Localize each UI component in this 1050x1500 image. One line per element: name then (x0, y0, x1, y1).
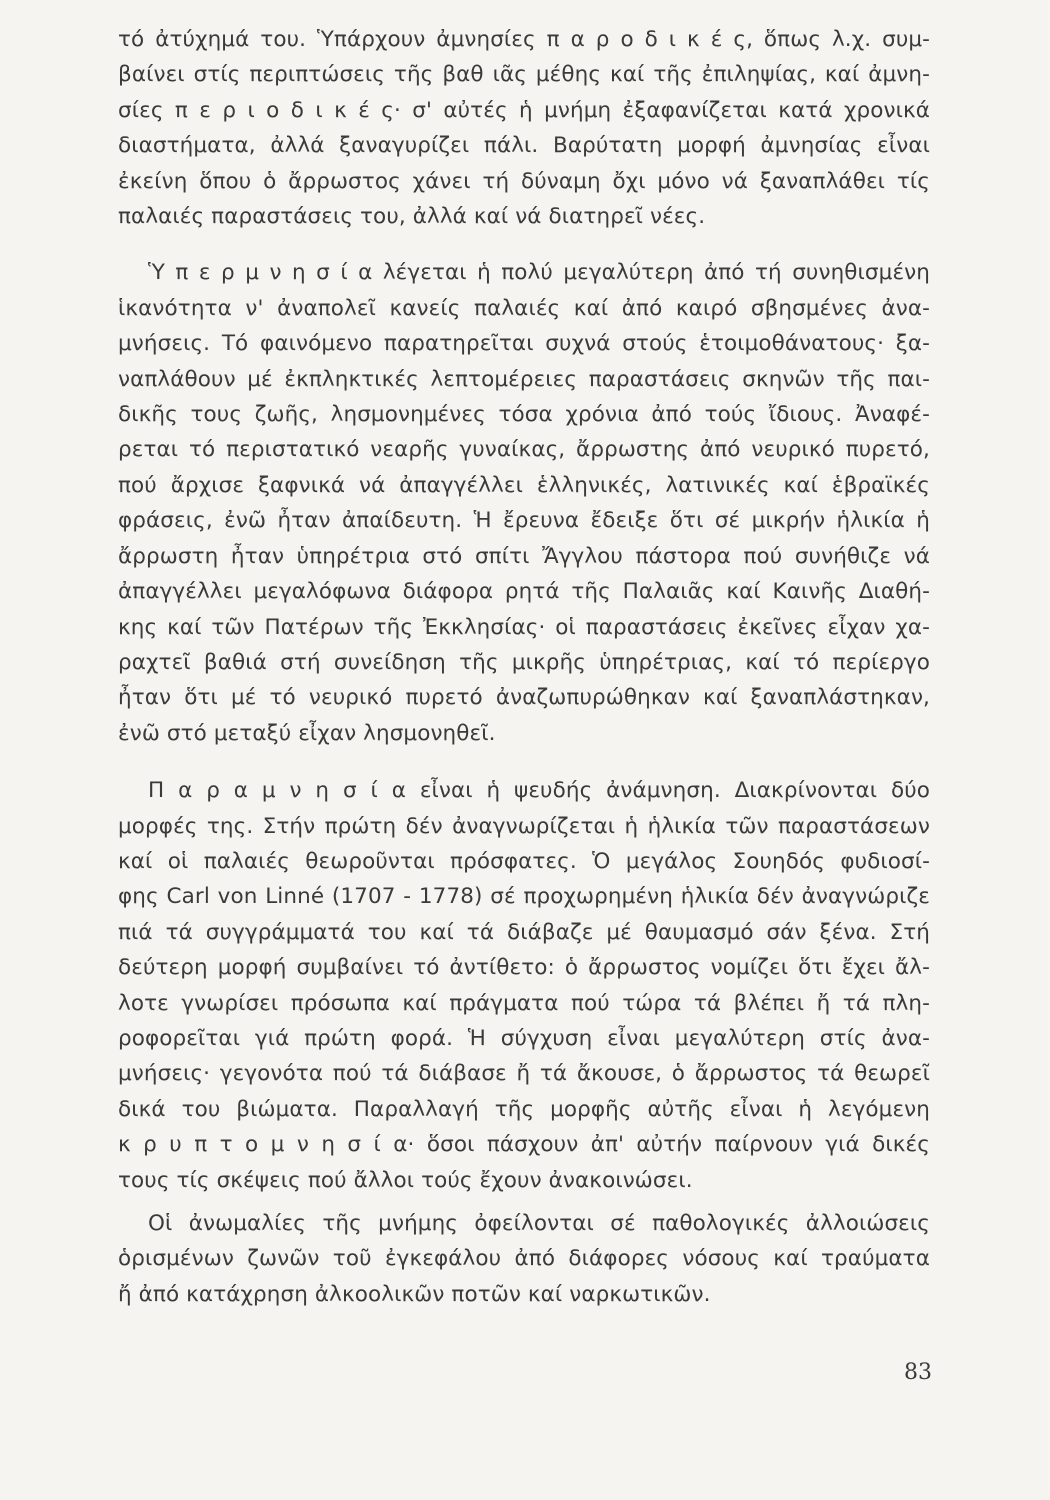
paragraph-amnesia-continued (118, 22, 930, 234)
text-line: πού ἄρχισε ξαφνικά νά ἀπαγγέλλει ἑλληνικές, λατινικές καί ἑβραϊκές (118, 472, 930, 498)
text-line: ἄρρωστη ἦταν ὑπηρέτρια στό σπίτι Ἄγγλου πάστορα πού συνήθιζε νά (118, 543, 930, 569)
text-line: ραχτεῖ βαθιά στή συνείδηση τῆς μικρῆς ὑπηρέτριας, καί τό περίεργο (118, 649, 930, 675)
text-line: μνήσεις. Τό φαινόμενο παρατηρεῖται συχνά στούς ἑτοιμοθάνατους· ξα- (118, 331, 930, 357)
page-number: 83 (904, 1360, 932, 1385)
text-line: μορφές της. Στήν πρώτη δέν ἀναγνωρίζεται ἡ ἡλικία τῶν παραστάσεων (118, 813, 930, 839)
text-line: καί οἱ παλαιές θεωροῦνται πρόσφατες. Ὁ μεγάλος Σουηδός φυδιοσί- (118, 848, 930, 874)
text-line: φράσεις, ἐνῶ ἦταν ἀπαίδευτη. Ἡ ἔρευνα ἔδειξε ὅτι σέ μικρήν ἡλικία ἡ (118, 508, 930, 534)
text-line: ἐνῶ στό μεταξύ εἶχαν λησμονηθεῖ. (118, 720, 496, 746)
text-line: ἐκείνη ὅπου ὁ ἄρρωστος χάνει τή δύναμη ὄχι μόνο νά ξαναπλάθει τίς (118, 168, 930, 194)
text-line: ὁρισμένων ζωνῶν τοῦ ἐγκεφάλου ἀπό διάφορες νόσους καί τραύματα (118, 1246, 930, 1272)
text-line: κ ρ υ π τ ο μ ν η σ ί α· ὅσοι πάσχουν ἀπ' αὐτήν παίρνουν γιά δικές (118, 1132, 930, 1158)
text-line: τους τίς σκέψεις πού ἄλλοι τούς ἔχουν ἀνακοινώσει. (118, 1167, 693, 1193)
text-line: βαίνει στίς περιπτώσεις τῆς βαθ ιᾶς μέθης καί τῆς ἐπιληψίας, καί ἀμνη- (118, 62, 930, 88)
text-line: παλαιές παραστάσεις του, ἀλλά καί νά διατηρεῖ νέες. (118, 204, 706, 230)
text-line: ἤ ἀπό κατάχρηση ἀλκοολικῶν ποτῶν καί ναρκωτικῶν. (118, 1281, 711, 1307)
text-line: ρεται τό περιστατικό νεαρῆς γυναίκας, ἄρρωστης ἀπό νευρικό πυρετό, (118, 437, 930, 463)
text-line: κης καί τῶν Πατέρων τῆς Ἐκκλησίας· οἱ παραστάσεις ἐκεῖνες εἶχαν χα- (118, 614, 930, 640)
paragraph-hypermnesia (118, 255, 930, 751)
text-line: λοτε γνωρίσει πρόσωπα καί πράγματα πού τώρα τά βλέπει ἤ τά πλη- (118, 990, 930, 1016)
text-line: φης Carl von Linné (1707 - 1778) σέ προχωρημένη ἡλικία δέν ἀναγνώριζε (118, 884, 930, 910)
text-line: δικά του βιώματα. Παραλλαγή τῆς μορφῆς αὐτῆς εἶναι ἡ λεγόμενη (118, 1096, 930, 1122)
text-line: Π α ρ α μ ν η σ ί α εἶναι ἡ ψευδής ἀνάμνηση. Διακρίνονται δύο (148, 778, 930, 804)
text-line: δεύτερη μορφή συμβαίνει τό ἀντίθετο: ὁ ἄρρωστος νομίζει ὅτι ἔχει ἄλ- (118, 955, 930, 981)
text-line: ἦταν ὅτι μέ τό νευρικό πυρετό ἀναζωπυρώθηκαν καί ξαναπλάστηκαν, (118, 685, 930, 711)
text-line: σίες π ε ρ ι ο δ ι κ έ ς· σ' αὐτές ἡ μνήμη ἐξαφανίζεται κατά χρονικά (118, 97, 930, 123)
text-line: μνήσεις· γεγονότα πού τά διάβασε ἤ τά ἄκουσε, ὁ ἄρρωστος τά θεωρεῖ (118, 1061, 930, 1087)
text-line: διαστήματα, ἀλλά ξαναγυρίζει πάλι. Βαρύτατη μορφή ἀμνησίας εἶναι (118, 133, 930, 159)
text-line: Ὑ π ε ρ μ ν η σ ί α λέγεται ἡ πολύ μεγαλύτερη ἀπό τή συνηθισμένη (148, 260, 930, 286)
text-line: τό ἀτύχημά του. Ὑπάρχουν ἀμνησίες π α ρ ο δ ι κ έ ς, ὅπως λ.χ. συμ- (118, 27, 930, 52)
body-text (118, 22, 930, 1312)
text-line: πιά τά συγγράμματά του καί τά διάβαζε μέ θαυμασμό σάν ξένα. Στή (118, 919, 930, 945)
text-line: Οἱ ἀνωμαλίες τῆς μνήμης ὀφείλονται σέ παθολογικές ἀλλοιώσεις (148, 1211, 930, 1236)
paragraph-paramnesia (118, 773, 930, 1198)
text-line: δικῆς τους ζωῆς, λησμονημένες τόσα χρόνια ἀπό τούς ἴδιους. Ἀναφέ- (118, 402, 930, 428)
text-line: ναπλάθουν μέ ἐκπληκτικές λεπτομέρειες παραστάσεις σκηνῶν τῆς παι- (118, 366, 930, 392)
text-line: ἀπαγγέλλει μεγαλόφωνα διάφορα ρητά τῆς Παλαιᾶς καί Καινῆς Διαθή- (118, 579, 930, 605)
text-line: ροφορεῖται γιά πρώτη φορά. Ἡ σύγχυση εἶναι μεγαλύτερη στίς ἀνα- (118, 1025, 930, 1051)
text-line: ἱκανότητα ν' ἀναπολεῖ κανείς παλαιές καί ἀπό καιρό σβησμένες ἀνα- (118, 295, 930, 321)
paragraph-memory-anomalies (118, 1206, 930, 1312)
